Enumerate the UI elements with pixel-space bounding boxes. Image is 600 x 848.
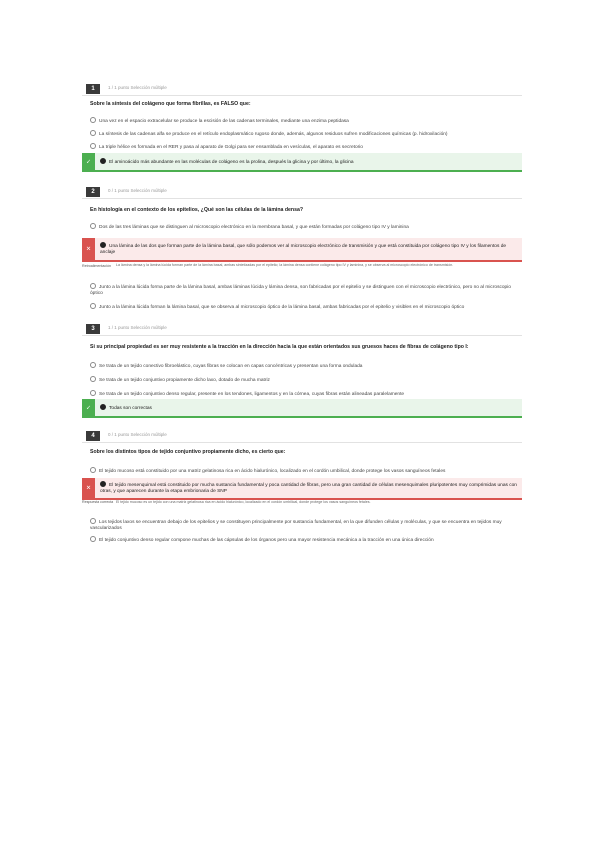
radio-icon[interactable] — [90, 467, 96, 473]
question-meta: 0 / 1 punto Selección múltiple — [108, 188, 167, 193]
feedback-label: Respuesta correcta — [82, 500, 114, 504]
option[interactable]: La triple hélice es formada en el RER y pasa al aparato de Golgi para ser ensamblada en vesículas, el aparato es secretorio — [90, 143, 520, 151]
option[interactable]: El tejido mucoso está constituido por una matriz gelatinosa rica en ácido hialurónico, localizado en el cordón umbilical, donde protege los vasos sanguíneos fetales — [90, 467, 520, 475]
question-header — [82, 431, 522, 443]
radio-icon[interactable] — [90, 223, 96, 229]
radio-icon[interactable] — [90, 376, 96, 382]
question-stem: Si su principal propiedad es ser muy resistente a la tracción en la dirección hacia la que están orientados sus gruesos haces de fibras de colágeno tipo I: — [90, 344, 469, 350]
option[interactable]: Se trata de un tejido conjuntivo denso regular, presente en los tendones, ligamentos y en la córnea, cuyas fibras están alineadas paralelamente — [90, 390, 520, 398]
radio-icon[interactable] — [90, 303, 96, 309]
selected-answer-correct[interactable] — [82, 153, 522, 172]
question-number: 3 — [86, 324, 100, 334]
feedback-text: La lámina densa y la lámina lúcida forman parte de la lámina basal, ambas sintetizadas por el epitelio; la lámina densa contiene colágeno tipo IV y laminina, y se observa al microscopio electrónico de transmisión. — [116, 263, 454, 267]
option[interactable]: La síntesis de las cadenas alfa se produce en el retículo endoplasmático rugoso donde, además, algunos residuos sufren modificaciones químicas (p. hidroxilación) — [90, 130, 520, 138]
radio-icon[interactable] — [90, 130, 96, 136]
question-4 — [82, 431, 522, 543]
selected-answer-correct[interactable] — [82, 399, 522, 418]
question-meta: 1 / 1 punto Selección múltiple — [108, 325, 167, 330]
radio-icon[interactable] — [90, 362, 96, 368]
radio-icon[interactable] — [90, 518, 96, 524]
selected-answer-text: El aminoácido más abundante en las moléculas de colágeno es la prolina, después la glicina y por último, la glicina — [109, 160, 354, 165]
check-icon: ✓ — [82, 153, 95, 170]
radio-icon[interactable] — [90, 143, 96, 149]
question-header — [82, 324, 522, 336]
question-number: 1 — [86, 84, 100, 94]
feedback-text: El tejido mucoso es un tejido con una matriz gelatinosa rica en ácido hialurónico, localizado en el cordón umbilical, donde protege los vasos sanguíneos fetales. — [116, 500, 371, 504]
cross-icon: ✕ — [82, 238, 95, 260]
question-number: 4 — [86, 431, 100, 441]
option[interactable]: El tejido conjuntivo denso regular compone muchas de las cápsulas de los órganos pero una mayor resistencia mecánica a la tracción en una única dirección — [90, 536, 520, 544]
option[interactable]: Se trata de un tejido conectivo fibroelástico, cuyas fibras se colocan en capas concéntricas y presentan una forma ondulada — [90, 362, 520, 370]
option[interactable]: Una vez en el espacio extracelular se produce la escisión de las cadenas terminales, mediante una enzima peptidasa — [90, 117, 520, 125]
selected-answer-text: Todas son correctas — [109, 406, 152, 411]
option[interactable]: Junto a la lámina lúcida forma parte de la lámina basal, ambas láminas lúcida y lámina densa, son fabricadas por el epitelio y se distinguen con el microscopio electrónico, pero no al microscopio óptico — [90, 285, 511, 296]
radio-selected-icon[interactable] — [100, 404, 106, 410]
question-2 — [82, 187, 522, 310]
radio-icon[interactable] — [90, 117, 96, 123]
question-header — [82, 187, 522, 199]
question-header — [82, 84, 522, 96]
radio-icon[interactable] — [90, 536, 96, 542]
check-icon: ✓ — [82, 399, 95, 416]
question-stem: Sobre la síntesis del colágeno que forma fibrillas, es FALSO que: — [90, 101, 251, 107]
question-meta: 0 / 1 punto Selección múltiple — [108, 432, 167, 437]
radio-selected-icon[interactable] — [100, 481, 106, 487]
radio-icon[interactable] — [90, 390, 96, 396]
option[interactable]: Junto a la lámina lúcida forman la lámina basal, que se observa al microscopio óptico de la lámina basal, ambas fabricadas por el epitelio y visibles en el microscopio óptico — [90, 303, 520, 311]
question-meta: 1 / 1 punto Selección múltiple — [108, 85, 167, 90]
question-number: 2 — [86, 187, 100, 197]
radio-selected-icon[interactable] — [100, 158, 106, 164]
selected-answer-text: Una lámina de las dos que forman parte de la lámina basal, que sólo podemos ver al microscopio electrónico de transmisión y que está constituida por colágeno tipo IV y los filamentos de anclaje — [100, 244, 507, 255]
question-stem: Sobre los distintos tipos de tejido conjuntivo propiamente dicho, es cierto que: — [90, 449, 286, 455]
option[interactable]: Dos de las tres láminas que se distinguen al microscopio electrónico en la membrana basal, y que están formadas por colágeno tipo IV y laminina — [90, 223, 520, 231]
selected-answer-wrong[interactable] — [82, 238, 522, 262]
question-3 — [82, 324, 522, 411]
selected-answer-wrong[interactable] — [82, 478, 522, 500]
cross-icon: ✕ — [82, 478, 95, 498]
question-1 — [82, 84, 522, 165]
question-stem: En histología en el contexto de los epitelios, ¿Qué son las células de la lámina densa? — [90, 207, 304, 213]
feedback-label: Retroalimentación — [82, 264, 111, 268]
option[interactable]: Los tejidos laxos se encuentran debajo de los epitelios y se constituyen principalmente por sustancia fundamental, en la que difunden células y moléculas, y que se encuentra en tejidos muy vascularizados — [90, 520, 502, 531]
option[interactable]: Se trata de un tejido conjuntivo propiamente dicho laxo, dotado de mucha matriz — [90, 376, 520, 384]
selected-answer-text: El tejido mesenquimal está constituido por mucha sustancia fundamental y poca cantidad de fibras, pero una gran cantidad de células mesenquimales pluripotentes muy comprimidas unas con otras, y que aparecen durante la etapa embrionaria de SNP — [100, 483, 517, 494]
radio-selected-icon[interactable] — [100, 242, 106, 248]
radio-icon[interactable] — [90, 283, 96, 289]
